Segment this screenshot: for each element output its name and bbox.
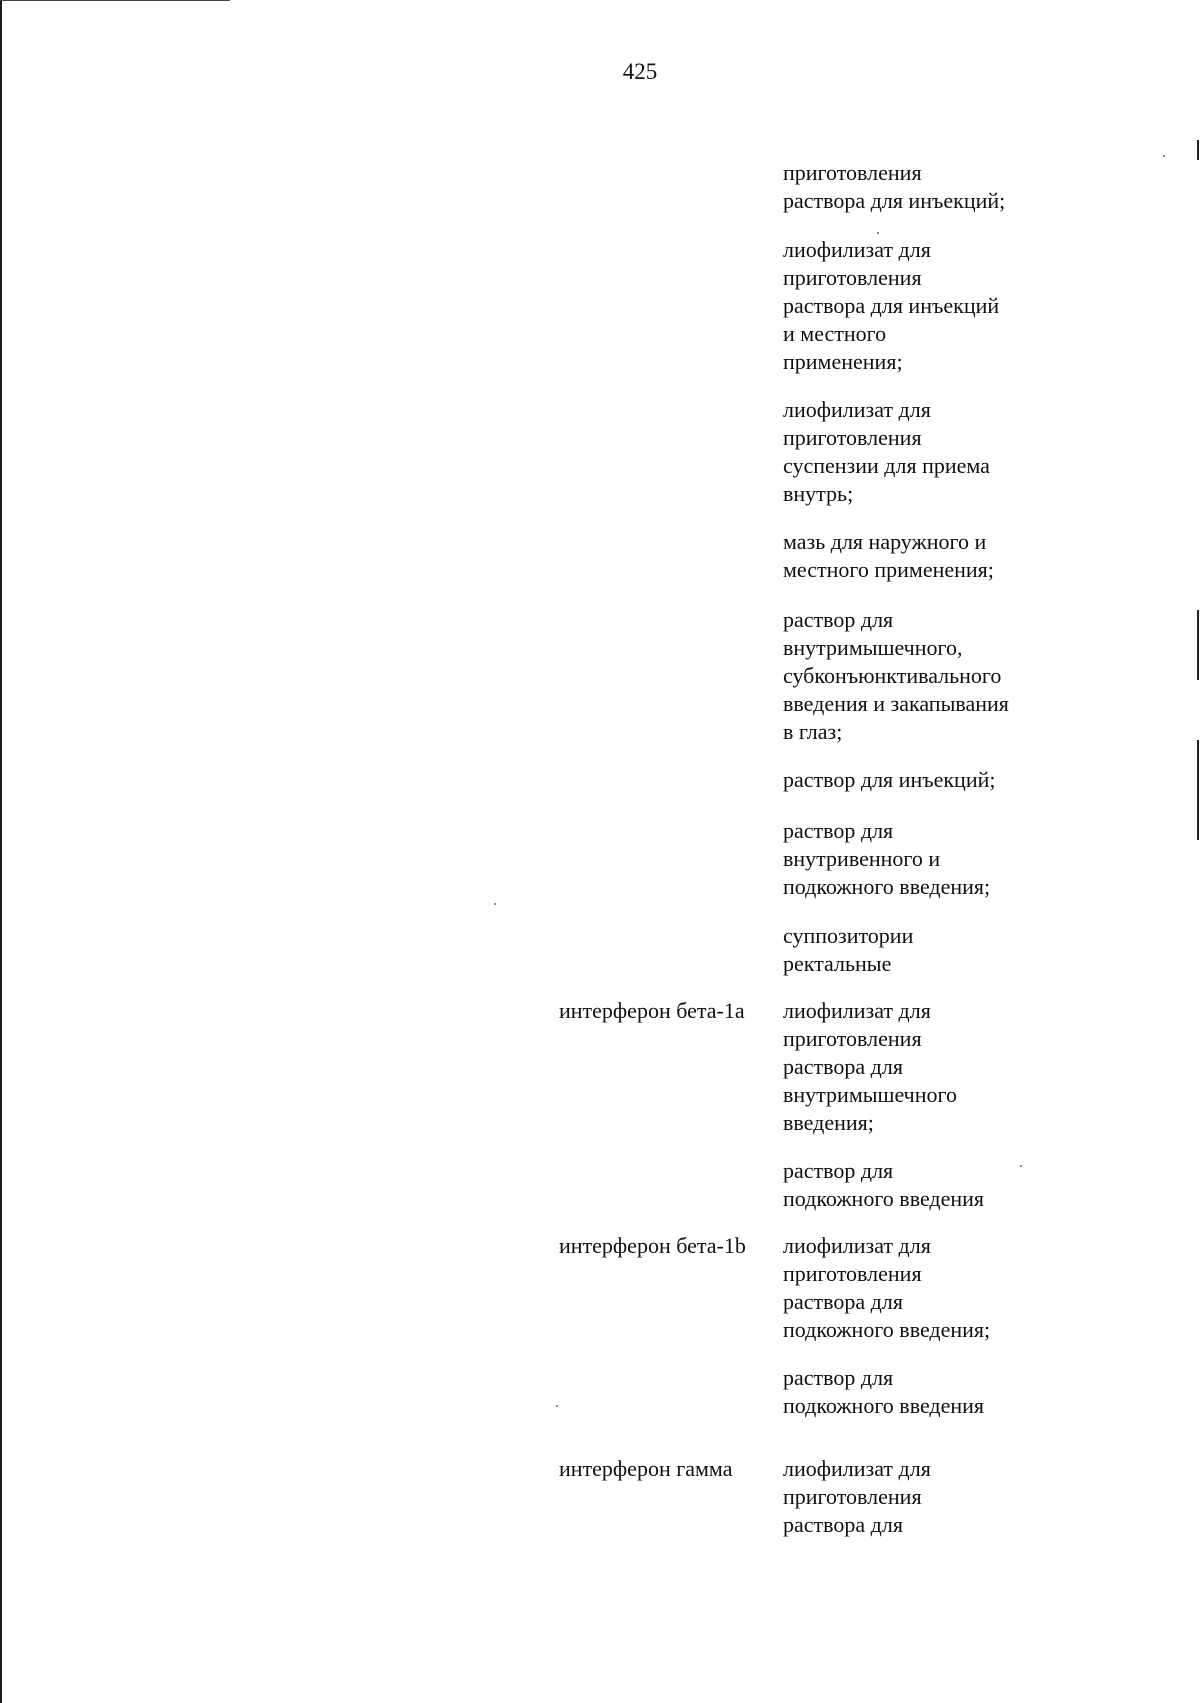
dosage-form xyxy=(783,997,1083,1137)
dosage-form-line: раствора для инъекций xyxy=(783,293,1000,318)
dosage-form xyxy=(783,817,1083,901)
dosage-form-line: раствор для xyxy=(783,1365,894,1390)
dosage-form-line: лиофилизат для xyxy=(783,397,931,422)
dosage-form-line: раствор для xyxy=(783,607,894,632)
dosage-form-line: приготовления xyxy=(783,425,922,450)
scan-right-edge-mark xyxy=(1197,140,1199,160)
dosage-form-line: приготовления xyxy=(783,265,922,290)
dosage-form-line: подкожного введения; xyxy=(783,1317,991,1342)
dosage-form-line: применения; xyxy=(783,349,903,374)
dosage-form xyxy=(783,1232,1083,1344)
dosage-form-line: ректальные xyxy=(783,951,892,976)
dosage-form-line: приготовления xyxy=(783,1484,922,1509)
dosage-form-line: подкожного введения; xyxy=(783,874,991,899)
drug-name: интерферон бета-1b xyxy=(559,1233,746,1258)
dosage-form-line: мазь для наружного и xyxy=(783,529,987,554)
scan-right-edge-mark xyxy=(1197,740,1199,840)
dosage-form-line: раствора для xyxy=(783,1289,903,1314)
dosage-form-line: внутримышечного, xyxy=(783,635,963,660)
dosage-form-line: лиофилизат для xyxy=(783,1456,931,1481)
dosage-form-line: подкожного введения xyxy=(783,1186,985,1211)
dosage-form xyxy=(783,159,1083,215)
dosage-form-line: раствора для инъекций; xyxy=(783,188,1006,213)
dosage-form xyxy=(783,1364,1083,1420)
dosage-form-line: раствор для инъекций; xyxy=(783,767,996,792)
dosage-form-line: лиофилизат для xyxy=(783,1233,931,1258)
dosage-form xyxy=(783,528,1083,584)
dosage-form-line: подкожного введения xyxy=(783,1393,985,1418)
dosage-form-line: в глаз; xyxy=(783,719,843,744)
dosage-form-line: суппозитории xyxy=(783,923,914,948)
dosage-form-line: лиофилизат для xyxy=(783,237,931,262)
dosage-form-line: субконъюнктивального xyxy=(783,663,1002,688)
dosage-form-line: и местного xyxy=(783,321,887,346)
scan-speck xyxy=(1163,155,1165,157)
dosage-form-line: раствора для xyxy=(783,1512,903,1537)
dosage-form-line: внутривенного и xyxy=(783,846,941,871)
dosage-form-line: внутрь; xyxy=(783,481,854,506)
dosage-form-line: внутримышечного xyxy=(783,1082,957,1107)
dosage-form xyxy=(783,606,1083,746)
scan-speck xyxy=(556,1405,558,1407)
drug-name: интерферон гамма xyxy=(559,1456,733,1481)
dosage-form xyxy=(783,766,1083,794)
dosage-form xyxy=(783,396,1083,508)
scan-top-edge xyxy=(0,0,230,1)
dosage-form-line: раствора для xyxy=(783,1054,903,1079)
dosage-form-line: приготовления xyxy=(783,1261,922,1286)
dosage-form-line: приготовления xyxy=(783,160,922,185)
dosage-form-line: приготовления xyxy=(783,1026,922,1051)
dosage-form xyxy=(783,1455,1083,1539)
dosage-form-line: местного применения; xyxy=(783,557,994,582)
dosage-form xyxy=(783,1157,1083,1213)
drug-name: интерферон бета-1a xyxy=(559,998,745,1023)
dosage-form xyxy=(783,922,1083,978)
page-number: 425 xyxy=(622,59,658,84)
scan-right-edge-mark xyxy=(1197,610,1199,680)
dosage-form xyxy=(783,236,1083,376)
dosage-form-line: раствор для xyxy=(783,818,894,843)
scan-left-edge xyxy=(0,0,2,1703)
scan-speck xyxy=(877,232,879,234)
dosage-form-line: суспензии для приема xyxy=(783,453,990,478)
dosage-form-line: введения; xyxy=(783,1110,874,1135)
dosage-form-line: лиофилизат для xyxy=(783,998,931,1023)
scan-speck xyxy=(494,903,496,905)
dosage-form-line: введения и закапывания xyxy=(783,691,1009,716)
dosage-form-line: раствор для xyxy=(783,1158,894,1183)
